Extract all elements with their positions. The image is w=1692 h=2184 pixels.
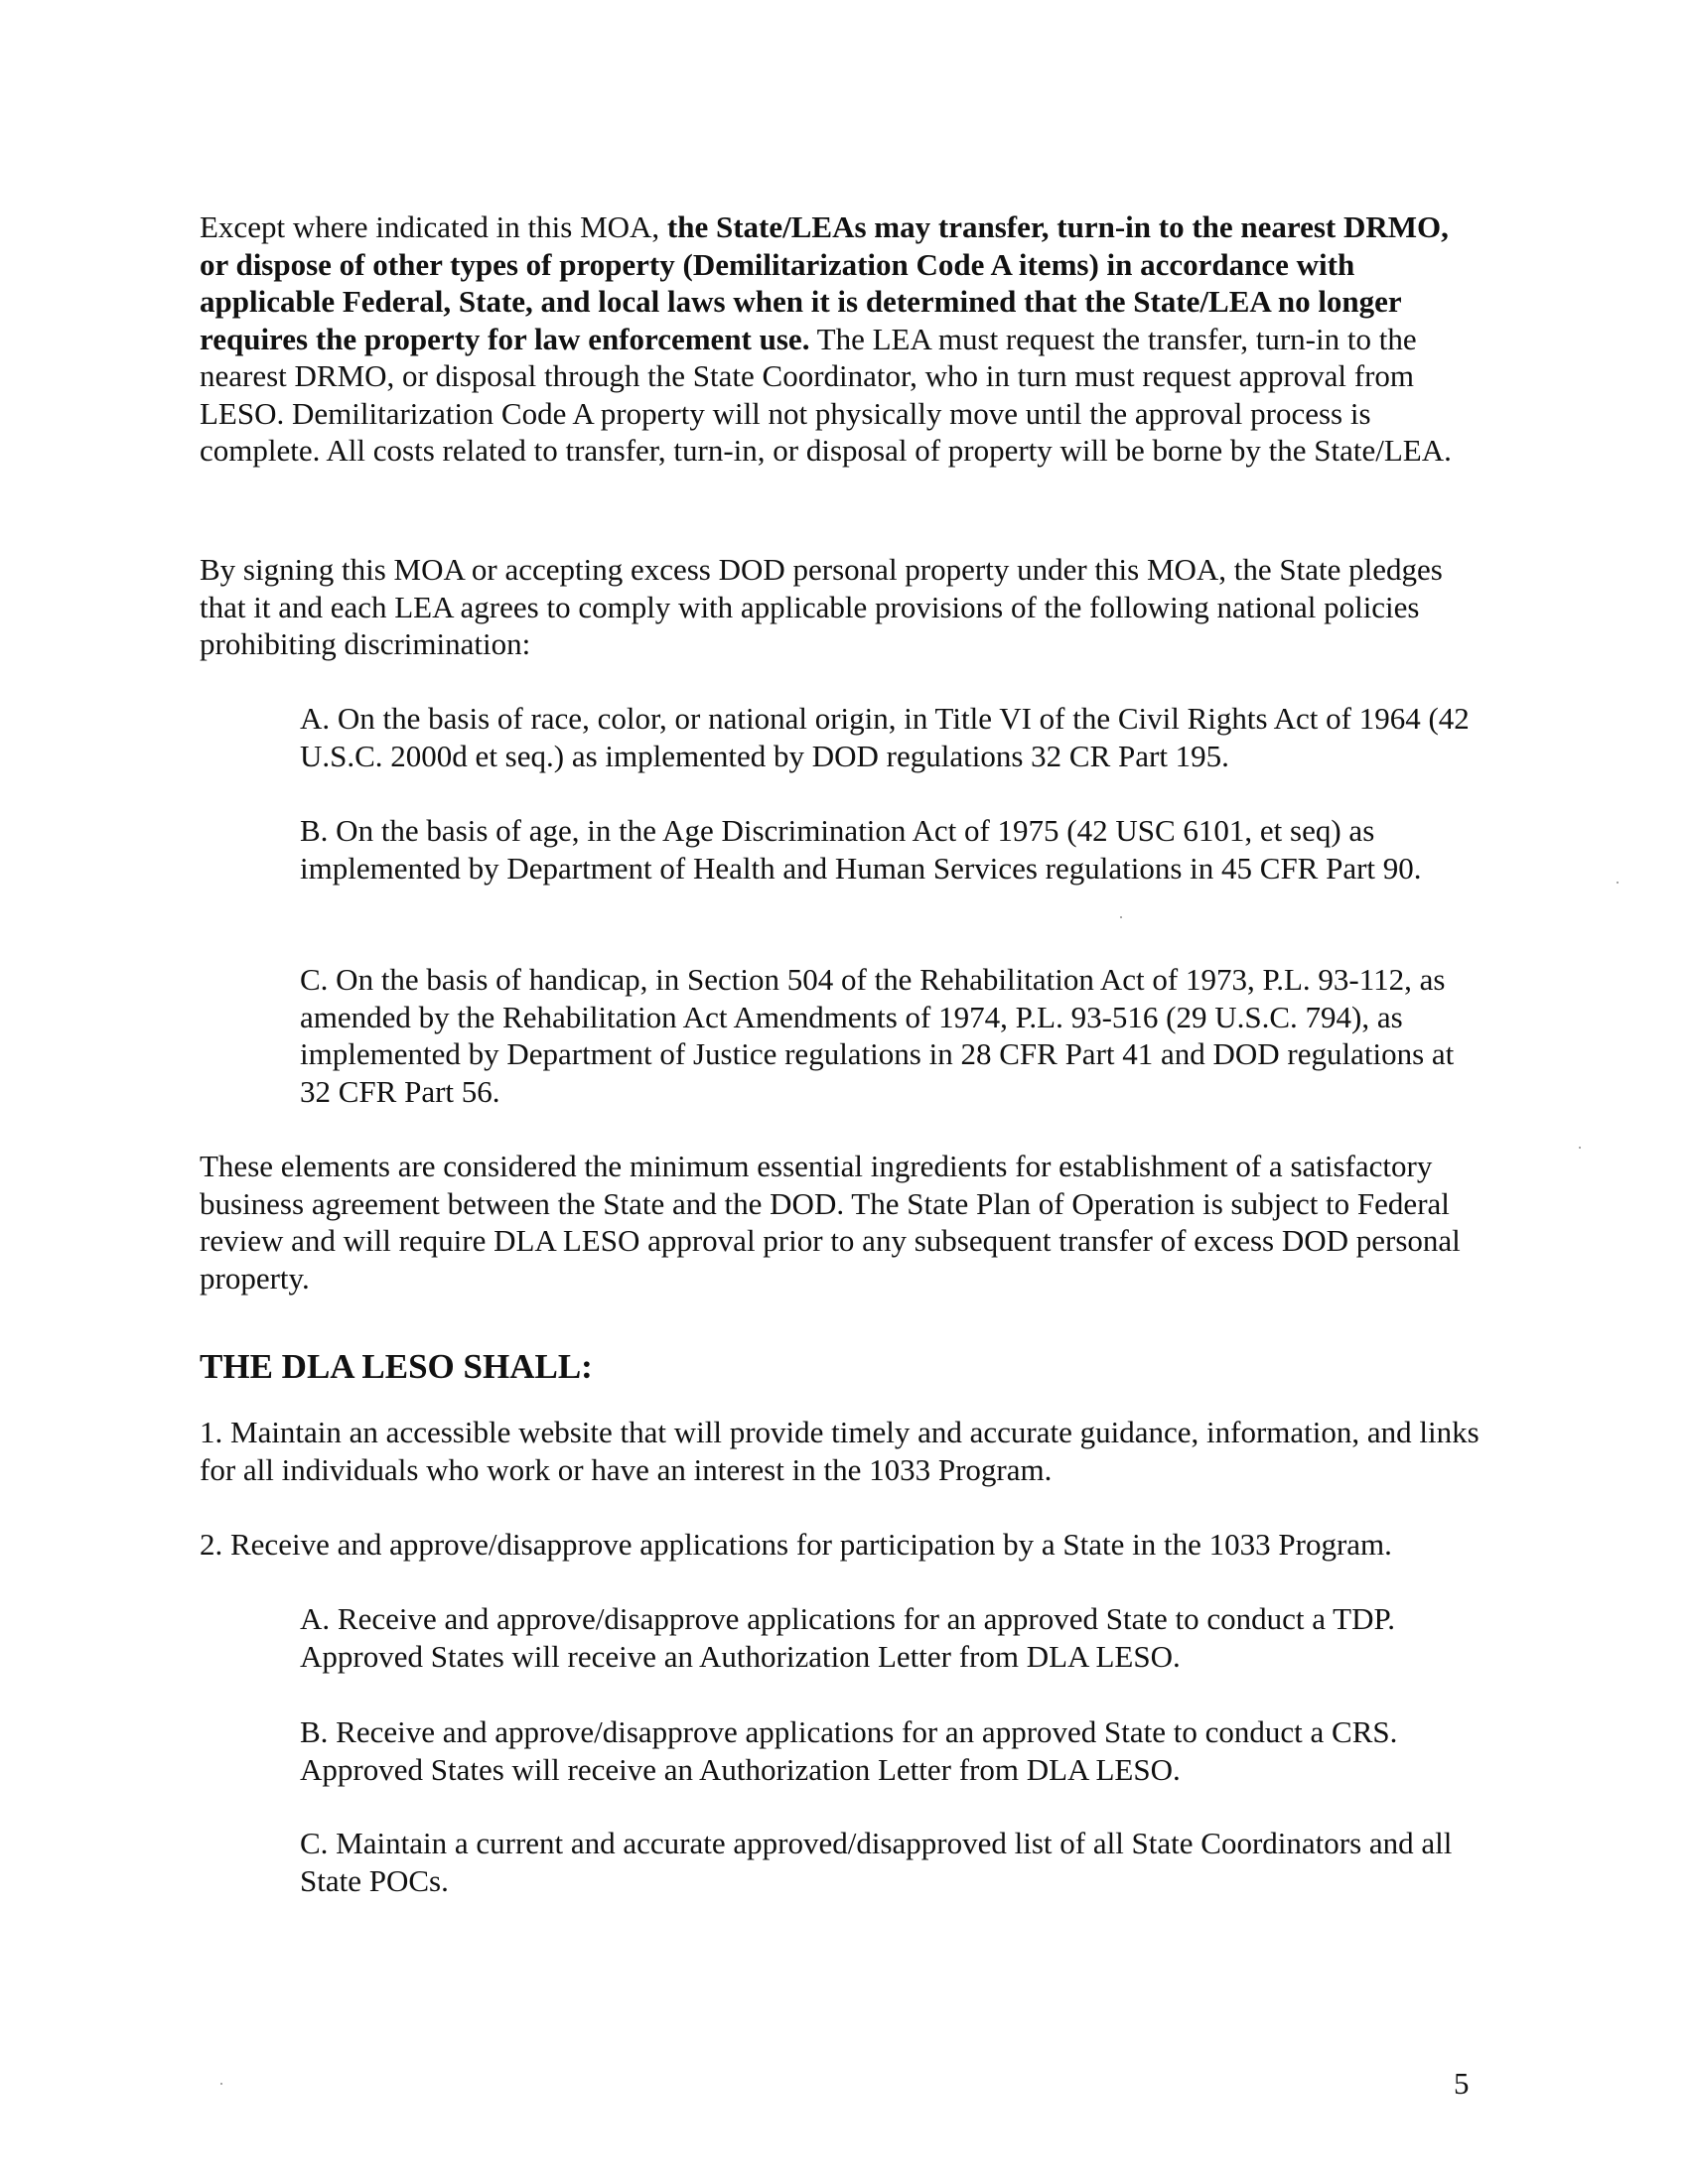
subitem-2a: A. Receive and approve/disapprove applications for an approved State to conduct a TDP. Approved States will receive an Authorization Letter from DLA LESO. — [300, 1601, 1396, 1674]
paragraph-disposal-policy — [200, 208, 1480, 470]
paragraph-bold-text: the State/LEAs may transfer, turn-in to the nearest DRMO, or dispose of other types of property (Demilitarization Code A items) in accordance with applicable Federal, State, and local laws when it is determined that the State/LEA no longer requires the property for law enforcement use. — [200, 209, 1449, 356]
subitem-b-age: B. On the basis of age, in the Age Discrimination Act of 1975 (42 USC 6101, et seq) as implemented by Department of Health and Human Services regulations in 45 CFR Part 90. — [300, 813, 1422, 886]
scan-speck — [1617, 882, 1619, 884]
subitem-a-race: A. On the basis of race, color, or national origin, in Title VI of the Civil Rights Act of 1964 (42 U.S.C. 2000d et seq.) as implemented by DOD regulations 32 CR Part 195. — [300, 701, 1470, 773]
paragraph-discrimination-pledge: By signing this MOA or accepting excess DOD personal property under this MOA, the State pledges that it and each LEA agrees to comply with applicable provisions of the following national policies prohibiting discrimination: — [200, 552, 1443, 661]
list-item-1: 1. Maintain an accessible website that will provide timely and accurate guidance, information, and links for all individuals who work or have an interest in the 1033 Program. — [200, 1415, 1480, 1487]
subitem-2c: C. Maintain a current and accurate approved/disapproved list of all State Coordinators and all State POCs. — [300, 1826, 1453, 1898]
scan-speck — [1579, 1147, 1581, 1149]
scan-speck — [1120, 916, 1122, 918]
subitem-c-handicap: C. On the basis of handicap, in Section 504 of the Rehabilitation Act of 1973, P.L. 93-112, as amended by the Rehabilitation Act Amendments of 1974, P.L. 93-516 (29 U.S.C. 794), as implemented by Department of Justice regulations in 28 CFR Part 41 and DOD regulations at 32 CFR Part 56. — [300, 962, 1455, 1109]
list-item-2: 2. Receive and approve/disapprove applications for participation by a State in the 1033 Program. — [200, 1527, 1392, 1562]
page-number: 5 — [1454, 2066, 1470, 2101]
subitem-2b: B. Receive and approve/disapprove applications for an approved State to conduct a CRS. Approved States will receive an Authorization Letter from DLA LESO. — [300, 1714, 1398, 1787]
section-heading: THE DLA LESO SHALL: — [200, 1347, 593, 1386]
paragraph-rest-text: The LEA must request the transfer, turn-in to the nearest DRMO, or disposal through the State Coordinator, who in turn must request approval from LESO. Demilitarization Code A property will not physically move until the approval process is complete. All costs related to transfer, turn-in, or disposal of property will be borne by the State/LEA. — [200, 321, 1452, 468]
paragraph-intro-text: Except where indicated in this MOA, — [200, 209, 667, 244]
paragraph-essential-elements: These elements are considered the minimum essential ingredients for establishment of a satisfactory business agreement between the State and the DOD. The State Plan of Operation is subject to Federal review and will require DLA LESO approval prior to any subsequent transfer of excess DOD personal property. — [200, 1149, 1461, 1296]
scan-speck — [220, 2083, 222, 2085]
